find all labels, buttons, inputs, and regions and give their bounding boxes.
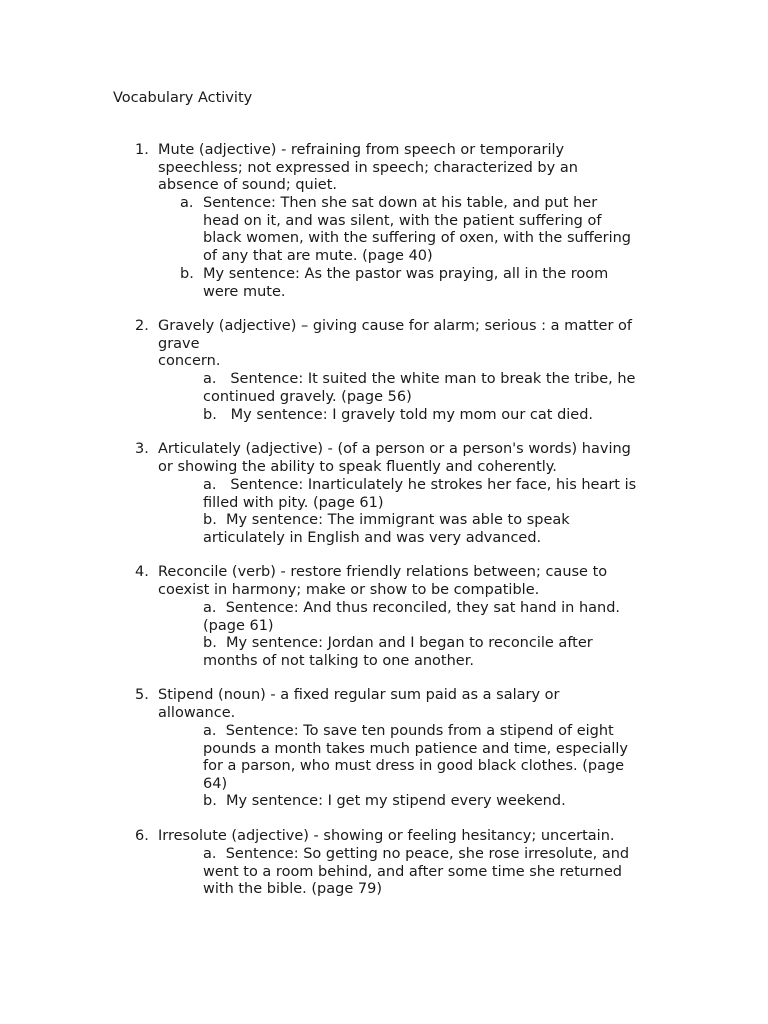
entry-definition (158, 828, 658, 846)
sub-item-sentence (203, 846, 629, 899)
definition-line: Stipend (noun) - a fixed regular sum paid as a salary or (158, 687, 560, 703)
definition-line: Articulately (adjective) - (of a person or a person's words) having (158, 441, 631, 457)
entry-number: 4. (135, 564, 149, 580)
sub-item-line: b. My sentence: I get my stipend every weekend. (203, 793, 566, 809)
entry-number: 5. (135, 687, 149, 703)
definition-line: concern. (158, 353, 221, 370)
entry-number: 2. (135, 318, 149, 334)
definition-line: allowance. (158, 704, 236, 721)
sub-item-line: for a parson, who must dress in good black clothes. (page (203, 758, 625, 775)
sub-item-line: of any that are mute. (page 40) (203, 247, 433, 264)
sub-item-sentence (203, 371, 635, 406)
sub-item-line: a. Sentence: To save ten pounds from a stipend of eight (203, 723, 614, 739)
entry-definition (158, 687, 658, 722)
sub-item-my-sentence (203, 512, 570, 547)
sub-item-sentence (203, 477, 636, 512)
definition-line: absence of sound; quiet. (158, 177, 337, 194)
definition-line: or showing the ability to speak fluently and coherently. (158, 458, 557, 475)
entry-number: 6. (135, 828, 149, 844)
sub-item-line: b. My sentence: Jordan and I began to reconcile after (203, 635, 593, 651)
sub-item-line: b. My sentence: The immigrant was able to speak (203, 512, 570, 528)
sub-item-line: (page 61) (203, 617, 274, 634)
sub-item-sentence (203, 723, 628, 793)
sub-item-line: a. Sentence: It suited the white man to break the tribe, he (203, 371, 636, 387)
definition-line: coexist in harmony; make or show to be compatible. (158, 581, 540, 598)
sub-item-line: articulately in English and was very advanced. (203, 529, 542, 546)
sub-item-my-sentence (203, 407, 593, 425)
sub-item-line: were mute. (203, 283, 286, 300)
sub-item-line: head on it, and was silent, with the patient suffering of (203, 212, 602, 229)
entry-definition (158, 564, 658, 599)
definition-line: Gravely (adjective) – giving cause for alarm; serious : a matter of (158, 318, 632, 334)
definition-line: grave (158, 335, 200, 352)
sub-item-my-sentence (203, 793, 566, 811)
sub-item-marker: b. (180, 266, 194, 282)
sub-item-marker: a. (180, 195, 194, 211)
sub-item-line: a. Sentence: So getting no peace, she rose irresolute, and (203, 846, 630, 862)
entry-definition (158, 318, 658, 371)
definition-line: speechless; not expressed in speech; characterized by an (158, 159, 578, 176)
sub-item-line: Sentence: Then she sat down at his table, and put her (203, 195, 598, 211)
entry-definition (158, 142, 658, 195)
sub-item-line: black women, with the suffering of oxen, with the suffering (203, 230, 631, 247)
entry-number: 1. (135, 142, 149, 158)
definition-line: Irresolute (adjective) - showing or feeling hesitancy; uncertain. (158, 828, 615, 844)
sub-item-my-sentence (203, 635, 593, 670)
sub-item-line: filled with pity. (page 61) (203, 494, 384, 511)
entry-definition (158, 441, 658, 476)
sub-item-line: went to a room behind, and after some time she returned (203, 863, 622, 880)
sub-item-text (203, 195, 631, 265)
definition-line: Mute (adjective) - refraining from speech or temporarily (158, 142, 565, 158)
sub-item-line: My sentence: As the pastor was praying, all in the room (203, 266, 609, 282)
sub-item-line: pounds a month takes much patience and time, especially (203, 740, 629, 757)
sub-item-sentence (203, 600, 620, 635)
sub-item-line: continued gravely. (page 56) (203, 388, 412, 405)
sub-item-line: with the bible. (page 79) (203, 881, 382, 898)
sub-item-line: b. My sentence: I gravely told my mom our cat died. (203, 407, 594, 423)
sub-item-line: 64) (203, 775, 228, 792)
sub-item-line: a. Sentence: And thus reconciled, they sat hand in hand. (203, 600, 621, 616)
definition-line: Reconcile (verb) - restore friendly relations between; cause to (158, 564, 608, 580)
document-title: Vocabulary Activity (113, 90, 253, 106)
sub-item-line: a. Sentence: Inarticulately he strokes her face, his heart is (203, 477, 637, 493)
sub-item-line: months of not talking to one another. (203, 652, 474, 669)
sub-item-text (203, 266, 608, 301)
entry-number: 3. (135, 441, 149, 457)
